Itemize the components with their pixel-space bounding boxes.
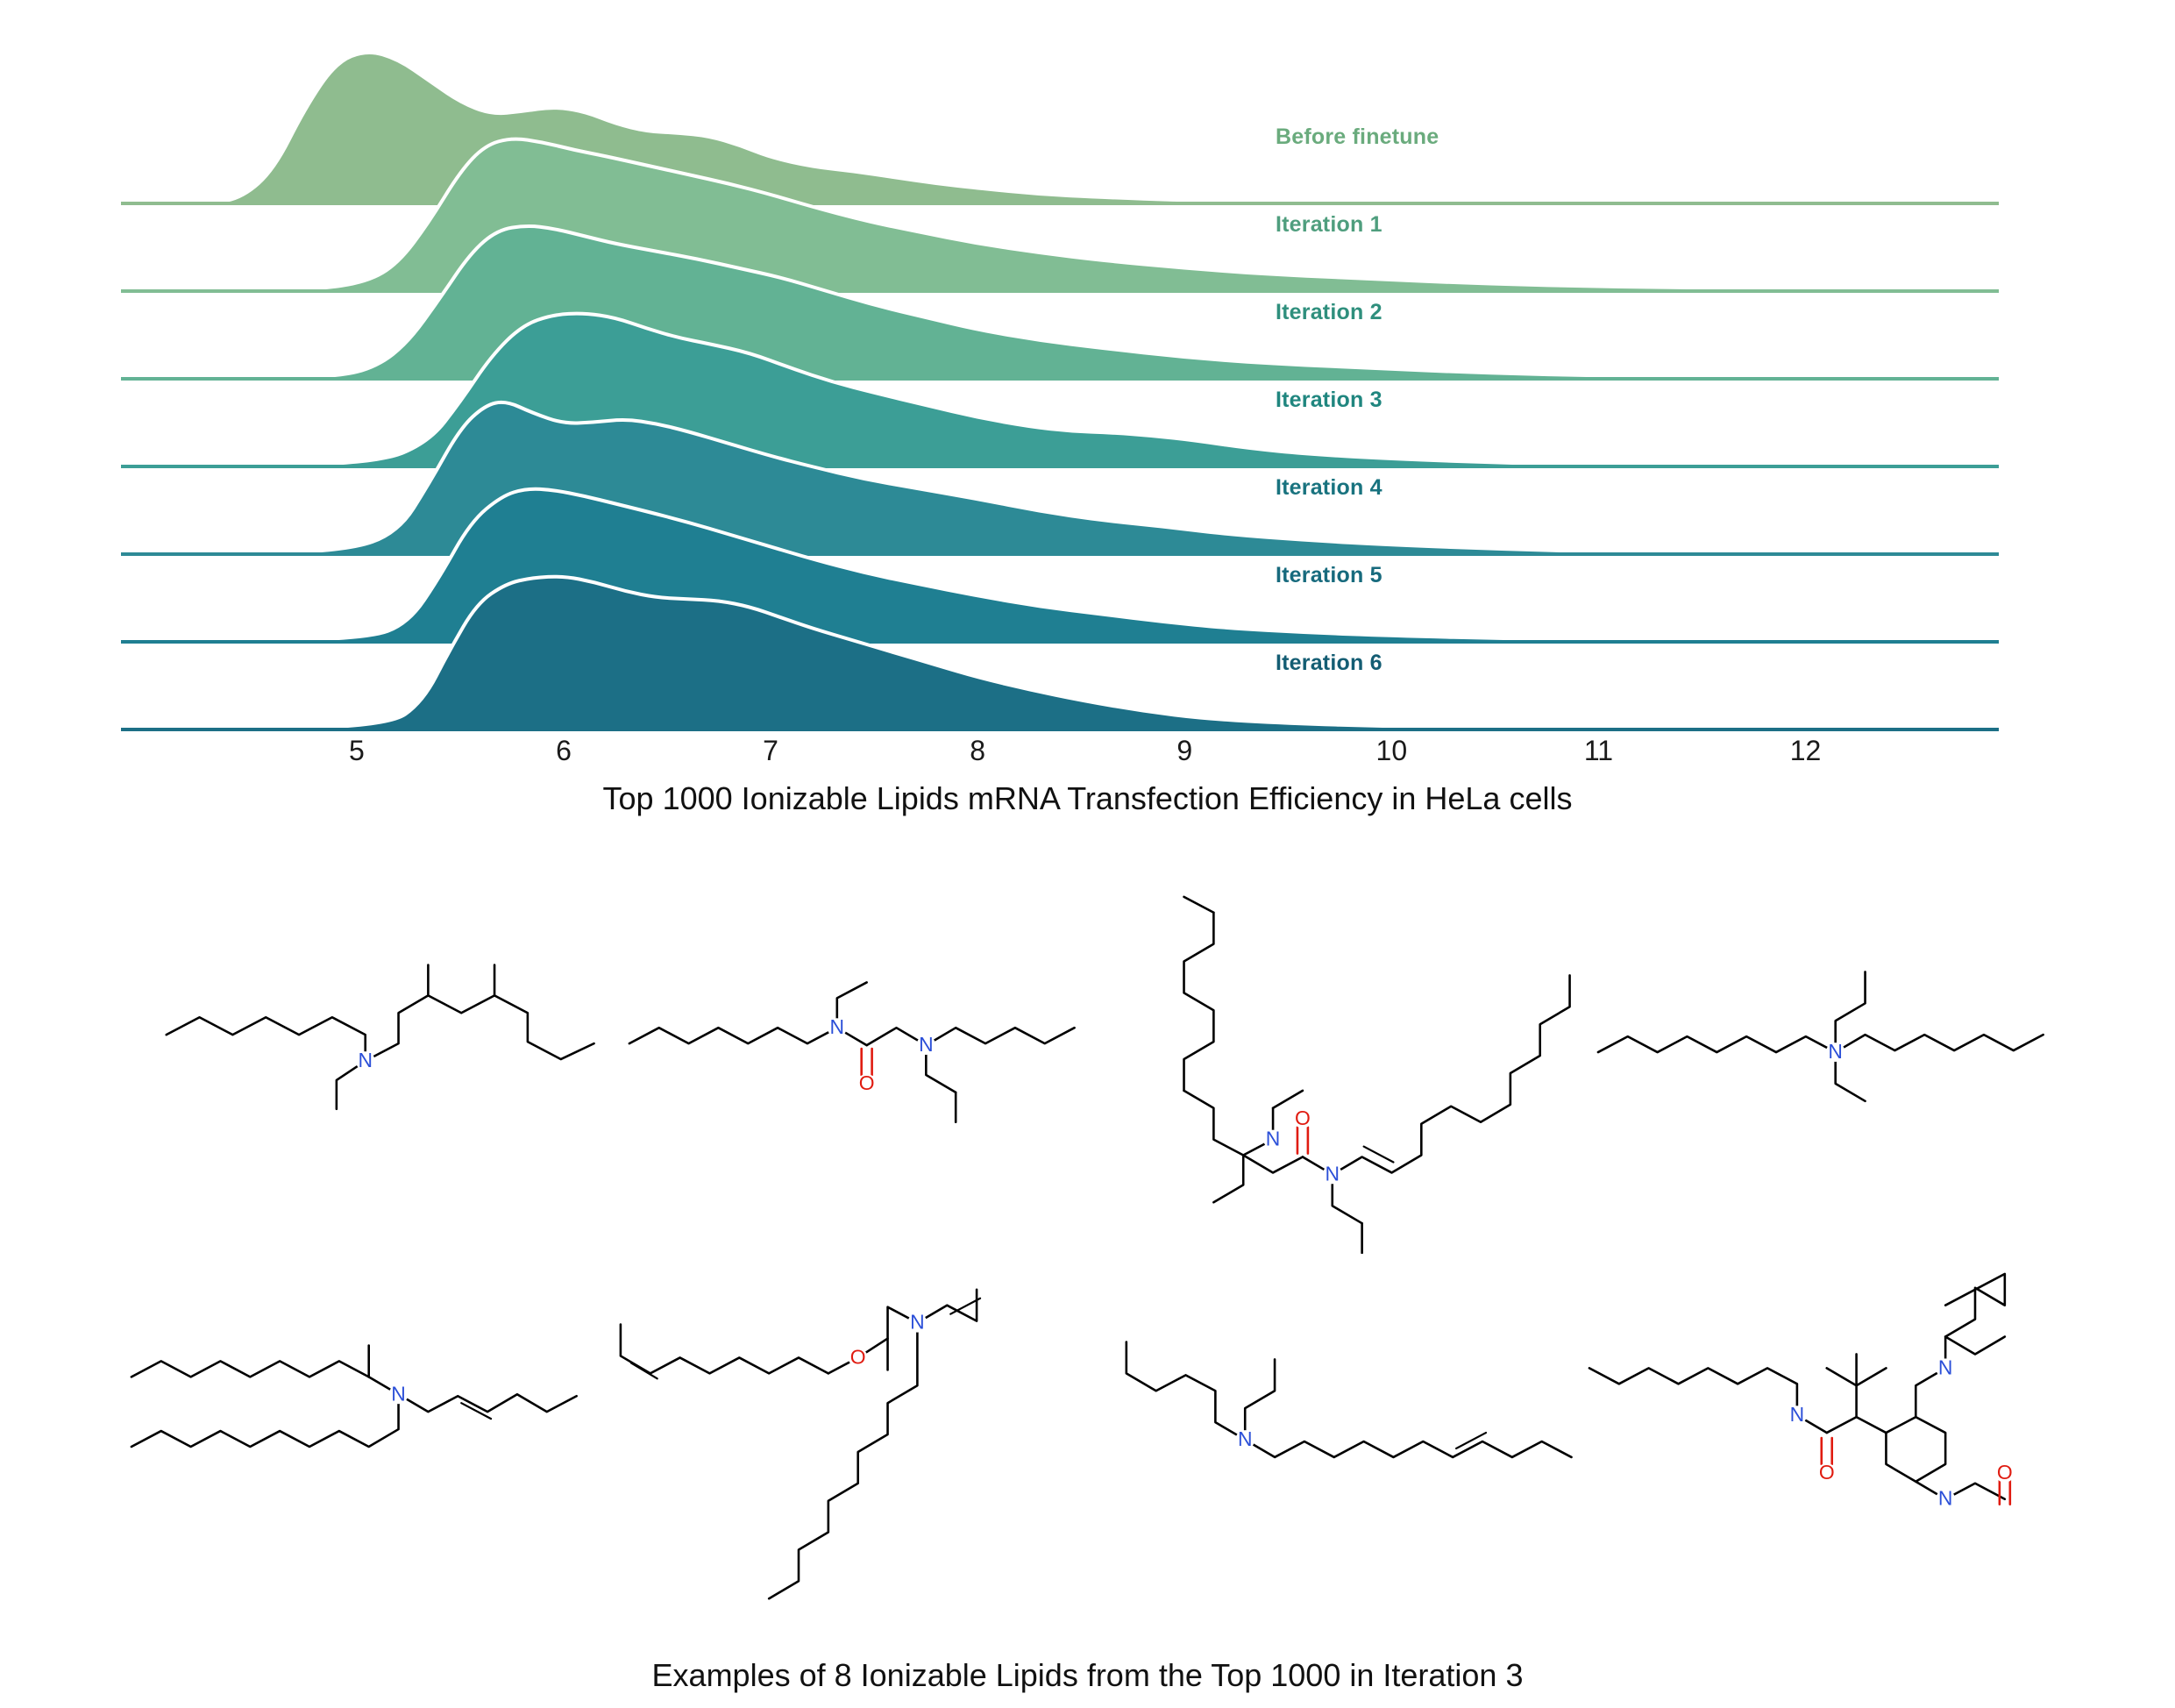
atom-label-n: N bbox=[1789, 1403, 1804, 1427]
molecule-4 bbox=[1581, 877, 2070, 1254]
atom-label-n: N bbox=[391, 1382, 406, 1406]
atom-label-n: N bbox=[918, 1033, 934, 1057]
atom-label-n: N bbox=[1237, 1427, 1253, 1451]
chart-caption-bottom: Examples of 8 Ionizable Lipids from the Top 1000 in Iteration 3 bbox=[651, 1657, 1524, 1693]
atom-label-n: N bbox=[1937, 1356, 1952, 1379]
atom-label-o: O bbox=[849, 1345, 866, 1369]
molecule-1 bbox=[114, 877, 603, 1254]
atom-label-n: N bbox=[1325, 1162, 1340, 1185]
molecule-8 bbox=[1581, 1254, 2070, 1631]
atom-label-n: N bbox=[909, 1310, 925, 1334]
atom-label-n: N bbox=[829, 1015, 844, 1039]
atom-label-n: N bbox=[1827, 1040, 1843, 1064]
molecule-5 bbox=[114, 1254, 603, 1631]
molecule-7 bbox=[1091, 1254, 1581, 1631]
series-label-3: Iteration 2 bbox=[1276, 300, 1382, 324]
series-label-1: Before finetune bbox=[1276, 125, 1439, 149]
x-tick-label-4: 9 bbox=[1176, 735, 1193, 766]
molecule-grid bbox=[114, 877, 2069, 1631]
atom-label-o: O bbox=[858, 1071, 875, 1094]
x-tick-label-2: 7 bbox=[763, 735, 778, 766]
chart-caption-top: Top 1000 Ionizable Lipids mRNA Transfection Efficiency in HeLa cells bbox=[602, 780, 1573, 816]
atom-label-n: N bbox=[1937, 1486, 1952, 1510]
atom-label-n: N bbox=[358, 1049, 373, 1072]
x-tick-label-6: 11 bbox=[1583, 735, 1614, 766]
x-tick-label-5: 10 bbox=[1375, 735, 1408, 766]
series-label-4: Iteration 3 bbox=[1276, 388, 1382, 412]
x-tick-label-0: 5 bbox=[348, 735, 365, 766]
series-label-5: Iteration 4 bbox=[1276, 475, 1382, 500]
series-label-7: Iteration 6 bbox=[1276, 651, 1382, 675]
atom-label-o: O bbox=[1818, 1460, 1835, 1484]
atom-label-n: N bbox=[1265, 1127, 1281, 1150]
series-label-6: Iteration 5 bbox=[1276, 563, 1382, 587]
molecule-6 bbox=[603, 1254, 1092, 1631]
molecule-2 bbox=[603, 877, 1092, 1254]
x-tick-label-3: 8 bbox=[970, 735, 986, 766]
x-tick-label-1: 6 bbox=[556, 735, 572, 766]
series-label-2: Iteration 1 bbox=[1276, 212, 1382, 237]
x-tick-label-7: 12 bbox=[1789, 735, 1822, 766]
molecule-3 bbox=[1091, 877, 1581, 1254]
atom-label-o: O bbox=[1996, 1460, 2013, 1484]
atom-label-o: O bbox=[1295, 1106, 1311, 1129]
